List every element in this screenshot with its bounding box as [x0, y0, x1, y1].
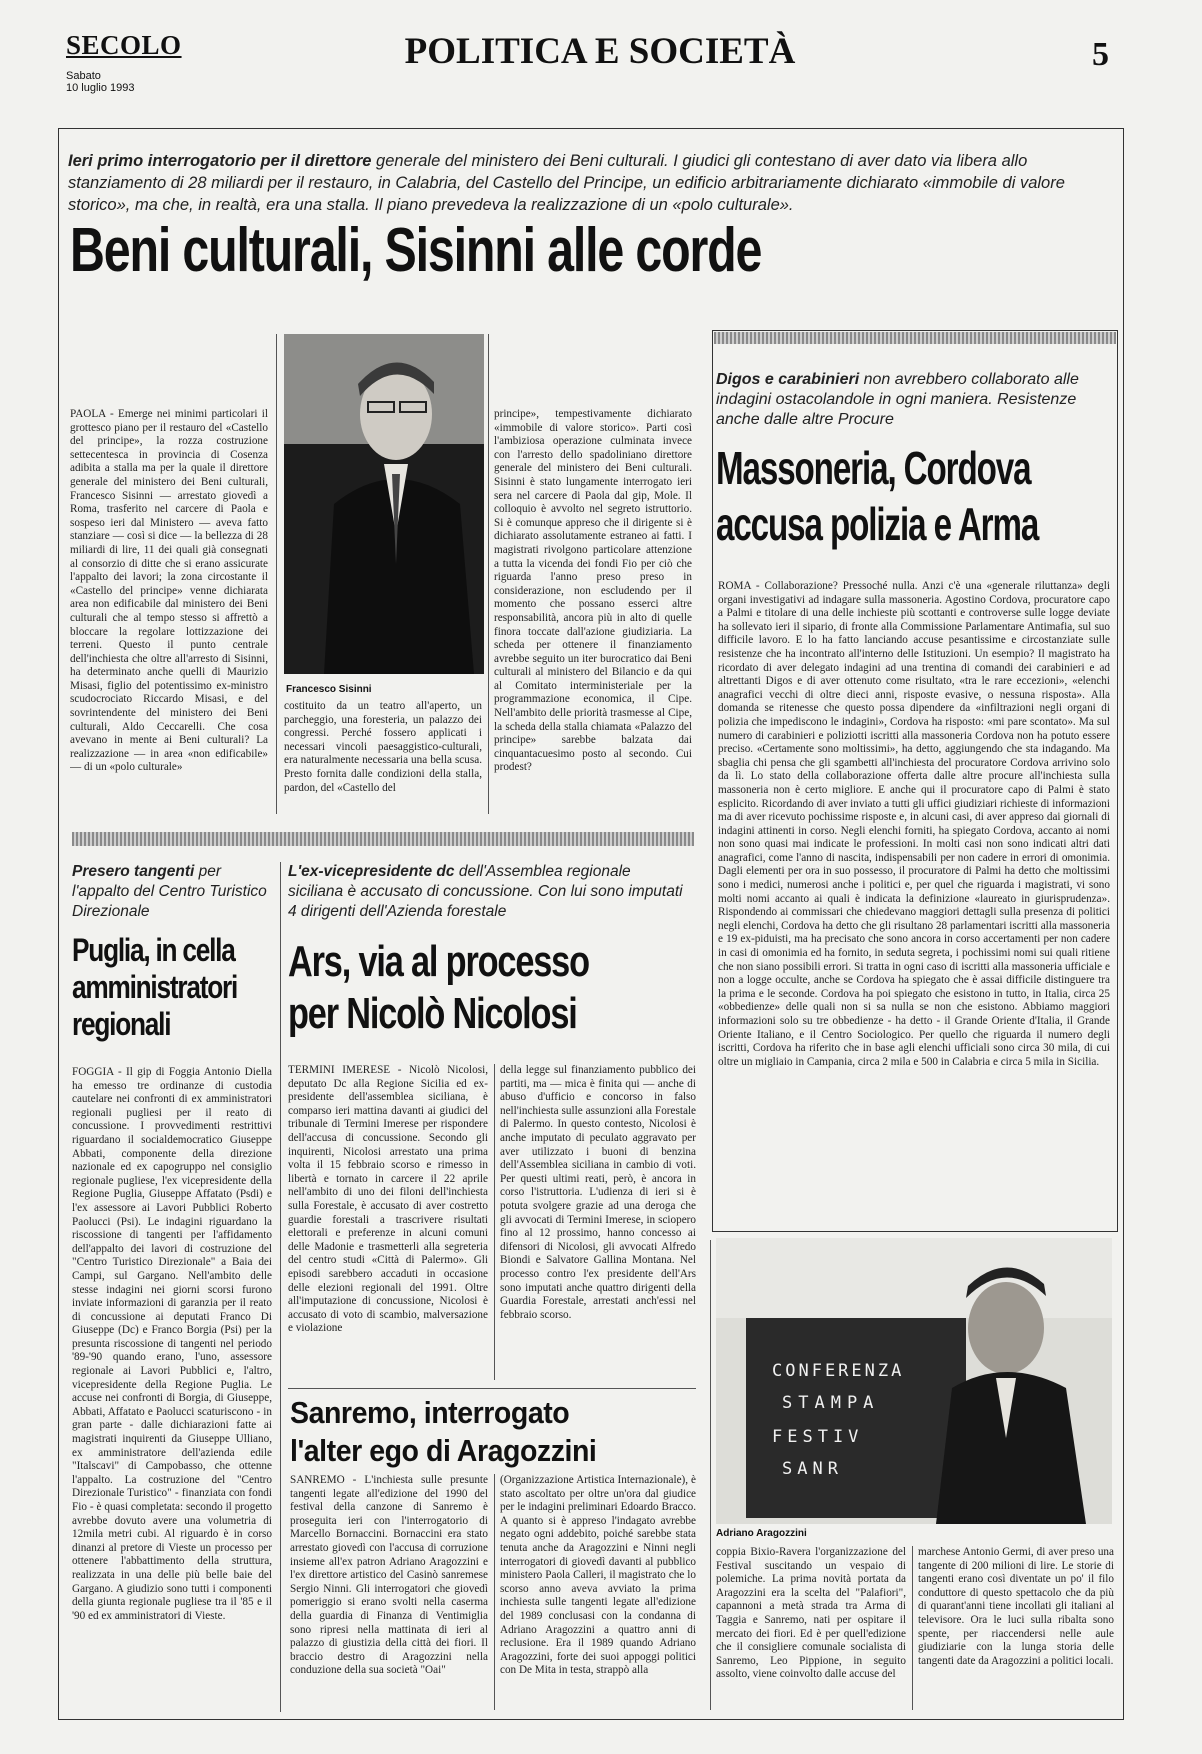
masthead-fulldate: 10 luglio 1993: [66, 82, 135, 94]
ars-kicker-text: dell'Assemblea regionale siciliana è accusato di concussione. Con lui sono imputati 4 dirigenti dell'Azienda forestale: [288, 863, 683, 920]
section-divider-band: [72, 832, 694, 846]
lead-kicker: [68, 150, 1068, 216]
massoneria-kicker-bold: Digos e carabinieri: [716, 371, 860, 388]
ars-kicker: [288, 862, 688, 922]
sanremo-column-4: marchese Antonio Germi, di aver preso una tangente di 200 milioni di lire. Le storie di tangenti erano così diventate un po' il filo conduttore di questo spettacolo che da più di quarant'anni tiene incollati gli italiani al televisore. Ora le luci sulla ribalta sono spente, per riaccendersi nelle aule giudiziarie con la lunga storia delle tangenti date da Aragozzini a politici locali.: [918, 1546, 1114, 1667]
puglia-kicker-text: per l'appalto del Centro Turistico Direzionale: [72, 863, 267, 920]
sisinni-photo: [284, 334, 484, 674]
masthead-day: Sabato: [66, 70, 101, 82]
column-rule: [912, 1546, 913, 1710]
ars-headline: [288, 936, 589, 1040]
puglia-headline-line3: regionali: [72, 1006, 171, 1042]
sign-text-line4: SANR: [782, 1459, 843, 1479]
press-conference-graphic: [716, 1238, 1112, 1524]
massoneria-kicker-text: non avrebbero collaborato alle indagini ostacolandole in ogni maniera. Resistenze anche dalle altre Procure: [716, 371, 1079, 428]
ars-kicker-bold: L'ex-vicepresidente dc: [288, 863, 455, 880]
lead-column-1: PAOLA - Emerge nei minimi particolari il grottesco piano per il restauro del «Castello del principe», la rozza costruzione settecentesca in provincia di Cosenza adibita a stalla ma per la quale il direttore generale del ministero dei Beni culturali, Francesco Sisinni — arrestato giovedì a Roma, trasferito nel carcere di Paola e sospeso ieri dal Ministero — aveva fatto stanziare — così si dice — la bellezza di 28 miliardi di lire, 11 dei quali già consegnati al consorzio di ditte che si erano assicurate l'appalto dei lavori; la zona circostante il «Castello del principe» venne dichiarata area non edificabile dal ministero dei Beni culturali che al tempo stesso si affrettò a bloccare la regolare lottizzazione dei terreni. Questo il punto centrale dell'inchiesta che oltre all'arresto di Sisinni, ha determinato anche quelli di Maurizio Misasi, figlio del potentissimo ex-ministro scudocrociato Riccardo Misasi, e del sovrintendente del ministero dei Beni culturali, Aldo Ceccarelli. Che cosa avevano in mente ai Beni culturali? La realizzazione — in area «non edificabile» — di un «polo culturale»: [70, 408, 268, 774]
puglia-headline: [72, 932, 237, 1043]
section-title: POLITICA E SOCIETÀ: [404, 31, 796, 72]
lead-kicker-text: generale del ministero dei Beni culturali. I giudici gli contestano di aver dato via libera allo stanziamento di 28 miliardi per il restauro, in Calabria, del Castello del Principe, un edificio arbitrariamente dichiarato «immobile di valore storico», ma che, in realtà, era una stalla. Il piano prevedeva la realizzazione di un «polo culturale».: [68, 152, 1065, 214]
sanremo-column-1: SANREMO - L'inchiesta sulle presunte tangenti legate all'edizione del 1990 del festival della canzone di Sanremo è proseguita ieri con l'interrogatorio di Marcello Bornaccini. Bornaccini era stato arrestato giovedì con l'accusa di corruzione insieme all'ex patron Adriano Aragozzini e l'ex direttore artistico del Casinò sanremese Sergio Ninni. Gli interrogatori che giovedì pomeriggio si erano svolti nella caserma della guardia di Finanza di Ventimiglia sono ripresi nella mattinata di ieri al palazzo di giustizia della città dei fiori. Il braccio destro di Aragozzini nella conduzione della sua società "Oai": [290, 1474, 488, 1677]
column-rule: [276, 334, 277, 814]
massoneria-headline-line2: accusa polizia e Arma: [716, 498, 1039, 550]
ars-column-1: TERMINI IMERESE - Nicolò Nicolosi, deputato Dc alla Regione Sicilia ed ex-presidente dell'assemblea siciliana, è comparso ieri mattina davanti ai giudici del tribunale di Termini Imerese per rispondere dell'accusa di concussione. Secondo gli inquirenti, Nicolosi arrestato una prima volta il 15 febbraio scorso e rimesso in libertà e tornato in carcere il 22 aprile nell'ambito di uno dei filoni dell'inchiesta sulla Forestale, è accusato di aver costretto guardie forestali a trascrivere risultati elettorali e preferenze in alcuni comuni delle Madonie e trasmetterli alla segreteria del centro studi «Città di Palermo». Gli episodi sarebbero accaduti in occasione delle elezioni regionali del 1991. Oltre all'imputazione di concussione, Nicolosi è accusato di voto di scambio, malversazione e violazione: [288, 1064, 488, 1335]
massoneria-headline-line1: Massoneria, Cordova: [716, 442, 1031, 494]
sanremo-column-2: (Organizzazione Artistica Internazionale), è stato ascoltato per oltre un'ora dal giudice per le indagini preliminari Edoardo Bracco. A quanto si è appreso l'indagato avrebbe negato ogni addebito, poiché sarebbe stata tenuta anche da Aragozzini e Ninni negli interrogatori di giovedì davanti al pubblico ministero Paola Calleri, il magistrato che lo scorso anno aveva avviato la prima inchiesta sulle tangenti legate all'edizione del 1989 conclusasi con la condanna di Adriano Aragozzini a quattro anni di reclusione. Era il 1989 quando Adriano Aragozzini, forte dei suoi appoggi politici con De Mita in testa, strappò alla: [500, 1474, 696, 1677]
column-rule: [710, 1240, 711, 1710]
column-rule: [494, 1474, 495, 1710]
puglia-body: FOGGIA - Il gip di Foggia Antonio Diella ha emesso tre ordinanze di custodia cautelare nei confronti di ex amministratori regionali pugliesi per il reato di concussione. I provvedimenti restrittivi riguardano il socialdemocratico Giuseppe Abbati, componente della direzione nazionale ed ex capogruppo nel consiglio regionale pugliese, l'ex vicepresidente della Regione Puglia, Giuseppe Affatato (Psdi) e l'ex assessore ai Lavori Pubblici Roberto Paolucci (Psi). Le indagini riguardano la riscossione di tangenti per l'affidamento dell'appalto dei lavori di costruzione del "Centro Turistico Direzionale" a Baia dei Campi, sul Gargano. Nell'ambito delle stesse indagini nei giorni scorsi furono inviate informazioni di garanzia per il reato di concussione ai deputati Franco Di Giuseppe (Dc) e Franco Borgia (Psi) per la presunta riscossione di tangenti nel periodo '89-'90 quando erano, l'uno, assessore regionale ai Lavori Pubblici e, l'altro, vicepresidente della Regione Puglia. Le accuse nei confronti di Borgia, di Giuseppe, Abbati, Affatato e Paolucci scaturiscono - in gran parte - dalle dichiarazioni fatte ai magistrati inquirenti da Giuseppe Ulliano, ex amministratore dell'azienda edile "Italscavi" di Campobasso, che ottenne l'appalto. La costruzione del "Centro Direzionale Turistico" - finanziata con fondi Fio - è quasi completata: secondo il progetto avrebbe dovuto avere una volumetria di 12mila metri cubi. Al riguardo è in corso dinanzi al pretore di Vieste un processo per ottenere l'abbattimento della struttura, realizzata in una delle più belle baie del Gargano. A giudizio sono tutti i componenti della giunta regionale pugliese tra il '85 e il '90 ed ex amministratori di Vieste.: [72, 1066, 272, 1622]
lead-column-3: principe», tempestivamente dichiarato «immobile di valore storico». Parti così l'ambiziosa operazione culminata invece con l'arresto dello spadoliniano direttore generale del ministero dei Beni culturali. Sisinni è stato lungamente interrogato ieri sera nel carcere di Paola dal gip, Mole. Il colloquio è avvolto nel segreto istruttorio. Si è comunque appreso che il dirigente si è dichiarato assolutamente estraneo ai fatti. I magistrati rivolgono particolare attenzione a tutta la vicenda dei fondi Fio per ciò che riguarda l'anno preso preso in considerazione, non escludendo per il momento che possano esserci altre responsabilità, ancora più in alto di quelle finora toccate dall'azione giudiziaria. La scheda per ottenere il finanziamento avrebbe seguito un iter burocratico dai Beni culturali al ministero del Bilancio e da qui al Comitato interministeriale per la programmazione economica, il Cipe. Nell'ambito delle priorità trasmesse al Cipe, la scheda della stalla chiamata «Palazzo del principe» sarebbe balzata dai cinquantacuesimo posto al secondo. Cui prodest?: [494, 408, 692, 774]
lead-column-2: costituito da un teatro all'aperto, un parcheggio, una foresteria, un palazzo dei congressi. Perché fossero applicati i necessari vincoli paesaggistico-culturali, era naturalmente necessaria una bella scusa. Presto fornita dalle condizioni della stalla, pardon, del «Castello del: [284, 700, 482, 794]
column-rule: [488, 334, 489, 814]
page-number: 5: [1092, 36, 1109, 73]
massoneria-body: ROMA - Collaborazione? Pressoché nulla. Anzi c'è una «generale riluttanza» degli organi investigativi ad indagare sulla massoneria. Agostino Cordova, procuratore capo a Palmi e titolare di una delle inchieste più scottanti e controverse sulle logge deviate ha sollevato ieri il sipario, di fronte alla Commissione Parlamentare Antimafia, sul suo difficile lavoro. E lo ha fatto lanciando accuse pesantissime e circostanziate sulle resistenze che ha incontrato all'interno delle Istituzioni. Un esempio? Il magistrato ha ricordato di aver delegato indagini ad una trentina di comandi dei carabinieri e ad altrettanti Digos e di aver ottenuto come risultato, «tra le rare eccezioni», «elenchi anagrafici vecchi di oltre dieci anni, risposte evasive, o nessuna risposta». Alla domanda se ritenesse che questo possa dipendere da «infiltrazioni negli organi di polizia che impediscono le indagini», Cordova ha risposto: «mi pare scontato». Ma sul numero di carabinieri e poliziotti iscritti alla massoneria Cordova non ha potuto essere preciso. «Certamente sono moltissimi», ha detto, aggiungendo che sta indagando. Ma sbaglia chi pensa che gli sgambetti all'inchiesta del procuratore Cordova arrivino solo da lì. Lo stato della collaborazione offerta dalle altre procure all'inchiesta sulla massoneria non è certo migliore. E anche qui il procuratore capo di Palmi è stato esplicito. Ricordando di aver inviato a tutti gli uffici giudiziari richieste di informazioni ma di aver ricevuto pochissime risposte e, in alcuni casi, di aver appreso dai giornali di indagini attinenti in corso. Negli elenchi forniti, ha spiegato Cordova, accanto ai nomi non sono quasi mai indicate le professioni. In molti casi non sono indicati altri dati anagrafici, come l'anno di nascita, indispensabili per non cadere in errori di omonimia. Dagli elementi per ora in suo possesso, il procuratore di Palmi ha detto che moltissimi sono i medici, numerosi anche i politici e, per quel che riguarda i magistrati, vi sono molti nomi accanto ai quali è indicata la definizione «laureato in giurisprudenza». Rispondendo ai commissari che chiedevano maggiori dettagli sulla presenza di politici negli elenchi, Cordova ha detto che gli risultano 28 parlamentari iscritti alla massoneria e 19 ex-piduisti, ma ha precisato che sono ancora in corso accertamenti per non cadere in casi di omonimia ed ha fornito, in seduta segreta, i pochissimi nomi sui quali ritiene che non siano possibili errori. Si tratta in ogni caso di iscritti alla massoneria ufficiale e non a logge occulte, anche se Cordova ha spiegato che è assai difficile distinguere tra la prima e le seconde. Cordova ha poi spiegato che esistono in tutto, in Italia, circa 25 «obbedienze» delle quali non si sa nulla se non che esistono. Abbiamo maggiori informazioni solo su tre obbedienze - ha detto - il Grande Oriente d'Italia, il Grande Oriente Italiano, e il Centro Sociologico. Per quello che riguarda il numero degli iscritti, Cordova ha riferito che in base agli elenchi ufficiali sono circa 30 mila, di cui oltre un migliaio in Campania, circa 2 mila e 500 in Calabria e circa 5 mila in Sicilia.: [718, 580, 1110, 1068]
lead-headline: Beni culturali, Sisinni alle corde: [70, 216, 762, 285]
aragozzini-photo-caption: Adriano Aragozzini: [716, 1528, 807, 1539]
aragozzini-photo: [716, 1238, 1112, 1524]
section-rule: [288, 1388, 696, 1389]
massoneria-top-band: [714, 332, 1116, 344]
masthead-date: [66, 70, 135, 94]
sign-text-line2: STAMPA: [782, 1393, 880, 1413]
puglia-kicker: [72, 862, 272, 922]
ars-headline-line1: Ars, via al processo: [288, 937, 589, 986]
column-rule: [494, 1064, 495, 1380]
column-rule: [280, 862, 281, 1712]
sign-text-line1: CONFERENZA: [772, 1361, 905, 1381]
masthead-logo: SECOLO: [66, 30, 182, 60]
massoneria-kicker: [716, 370, 1096, 430]
puglia-headline-line1: Puglia, in cella: [72, 932, 235, 968]
lead-kicker-bold: Ieri primo interrogatorio per il direttore: [68, 152, 372, 170]
sanremo-column-3: coppia Bixio-Ravera l'organizzazione del Festival suscitando un vespaio di polemiche. La prima novità portata da Aragozzini era la scelta del "Palafiori", capannoni a metà strada tra Arma di Taggia e Sanremo, nati per ospitare il mercato dei fiori. Ed è per quell'edizione che il consigliere comunale socialista di Sanremo, Leo Pippione, in seguito assolto, viene coinvolto dalle accuse del: [716, 1546, 906, 1681]
ars-column-2: della legge sul finanziamento pubblico dei partiti, ma — mica è finita qui — anche di abuso d'ufficio e concorso in falso nell'inchiesta sulle assunzioni alla Forestale di Palermo. In questo contesto, Nicolosi è anche imputato di peculato aggravato per aver utilizzato i buoni di benzina dell'Assemblea siciliana in cambio di voti. Per questi ultimi reati, però, è ancora in corso l'istruttoria. L'udienza di ieri si è potuta svolgere grazie ad una deroga che gli avvocati di Termini Imerese, in sciopero fino al 12 prossimo, hanno concesso ai difensori di Nicolosi, gli avvocati Alfredo Biondi e Salvatore Gallina Montana. Nel processo contro l'ex presidente dell'Ars sono imputati anche quattro dirigenti della Guardia Forestale, arrestati anch'essi nel febbraio scorso.: [500, 1064, 696, 1321]
ars-headline-line2: per Nicolò Nicolosi: [288, 989, 577, 1038]
sisinni-photo-caption: Francesco Sisinni: [286, 684, 372, 695]
sanremo-headline-line2: l'alter ego di Aragozzini: [290, 1433, 597, 1468]
massoneria-headline: [716, 440, 1038, 552]
sign-text-line3: FESTIV: [772, 1427, 864, 1447]
portrait-graphic: [284, 334, 484, 674]
puglia-kicker-bold: Presero tangenti: [72, 863, 195, 880]
sanremo-headline-line1: Sanremo, interrogato: [290, 1395, 570, 1430]
puglia-headline-line2: amministratori: [72, 969, 238, 1005]
sanremo-headline: [290, 1394, 596, 1470]
